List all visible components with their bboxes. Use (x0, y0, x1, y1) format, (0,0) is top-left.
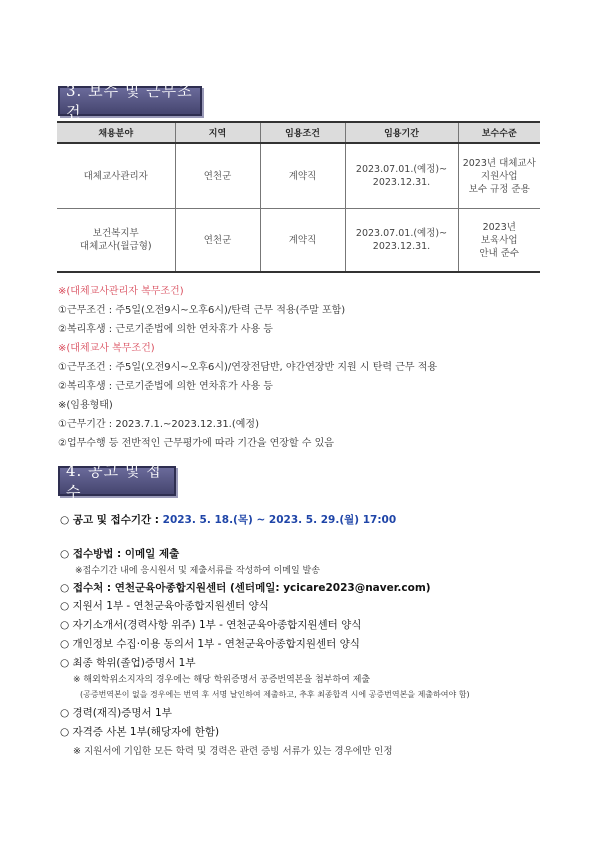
application-period-label: ○ 공고 및 접수기간 : (60, 514, 163, 526)
application-period (60, 512, 396, 527)
section-4-title: 4. 공고 및 접수 (66, 462, 162, 501)
employment-type-title: ※(임용형태) (58, 400, 113, 411)
table-header-row (57, 122, 540, 143)
table-row (57, 143, 540, 209)
header-region: 지역 (175, 122, 260, 143)
header-condition: 임용조건 (260, 122, 345, 143)
employment-type-1: ①근무기간 : 2023.7.1.~2023.12.31.(예정) (58, 419, 259, 430)
section-3-title: 3. 보수 및 근무조건 (66, 82, 193, 121)
degree-note-2: (공증번역본이 없을 경우에는 번역 후 서명 날인하여 제출하고, 추후 최종합격 시에 공증번역본을 제출하여야 함) (80, 690, 470, 699)
section-3-header (58, 82, 202, 121)
doc-self-introduction: ○ 자기소개서(경력사항 위주) 1부 - 연천군육아종합지원센터 양식 (60, 619, 362, 631)
teacher-condition-1: ①근무조건 : 주5일(오전9시~오후6시)/연장전담반, 야간연장반 지원 시 탄력 근무 적용 (58, 362, 438, 373)
cell-condition: 계약직 (260, 143, 345, 209)
application-period-value: 2023. 5. 18.(목) ~ 2023. 5. 29.(월) 17:00 (162, 514, 397, 526)
section-4-header (58, 462, 176, 501)
doc-application-form: ○ 지원서 1부 - 연천군육아종합지원센터 양식 (60, 600, 269, 612)
final-note: ※ 지원서에 기입한 모든 학력 및 경력은 관련 증빙 서류가 있는 경우에만 인정 (73, 746, 393, 757)
application-method: ○ 접수방법 : 이메일 제출 (60, 548, 180, 560)
cell-condition: 계약직 (260, 209, 345, 273)
degree-note-1: ※ 해외학위소지자의 경우에는 해당 학위증명서 공증번역본을 첨부하여 제출 (73, 675, 371, 685)
cell-field: 보건복지부 대체교사(월급형) (57, 209, 175, 273)
header-field: 채용분야 (57, 122, 175, 143)
manager-conditions-title: ※(대체교사관리자 복무조건) (58, 286, 184, 297)
employment-table (57, 121, 540, 273)
teacher-condition-2: ②복리후생 : 근로기준법에 의한 연차휴가 사용 등 (58, 381, 273, 392)
cell-region: 연천군 (175, 209, 260, 273)
cell-field: 대체교사관리자 (57, 143, 175, 209)
doc-degree-certificate: ○ 최종 학위(졸업)증명서 1부 (60, 657, 196, 669)
doc-license-copy: ○ 자격증 사본 1부(해당자에 한함) (60, 726, 220, 738)
cell-pay: 2023년 보육사업 안내 준수 (458, 209, 540, 273)
employment-type-2: ②업무수행 등 전반적인 근무평가에 따라 기간을 연장할 수 있음 (58, 438, 334, 449)
application-place: ○ 접수처 : 연천군육아종합지원센터 (센터메일: ycicare2023@naver.com) (60, 582, 431, 594)
manager-condition-1: ①근무조건 : 주5일(오전9시~오후6시)/탄력 근무 적용(주말 포함) (58, 305, 346, 316)
doc-career-certificate: ○ 경력(재직)증명서 1부 (60, 707, 172, 719)
teacher-conditions-title: ※(대체교사 복무조건) (58, 343, 155, 354)
cell-region: 연천군 (175, 143, 260, 209)
cell-pay: 2023년 대체교사 지원사업 보수 규정 준용 (458, 143, 540, 209)
doc-privacy-consent: ○ 개인정보 수집·이용 동의서 1부 - 연천군육아종합지원센터 양식 (60, 638, 360, 650)
header-pay: 보수수준 (458, 122, 540, 143)
cell-period: 2023.07.01.(예정)~ 2023.12.31. (345, 143, 458, 209)
cell-period: 2023.07.01.(예정)~ 2023.12.31. (345, 209, 458, 273)
application-method-note: ※접수기간 내에 응시원서 및 제출서류를 작성하여 이메일 발송 (75, 566, 320, 576)
manager-condition-2: ②복리후생 : 근로기준법에 의한 연차휴가 사용 등 (58, 324, 273, 335)
table-row (57, 209, 540, 273)
header-period: 임용기간 (345, 122, 458, 143)
